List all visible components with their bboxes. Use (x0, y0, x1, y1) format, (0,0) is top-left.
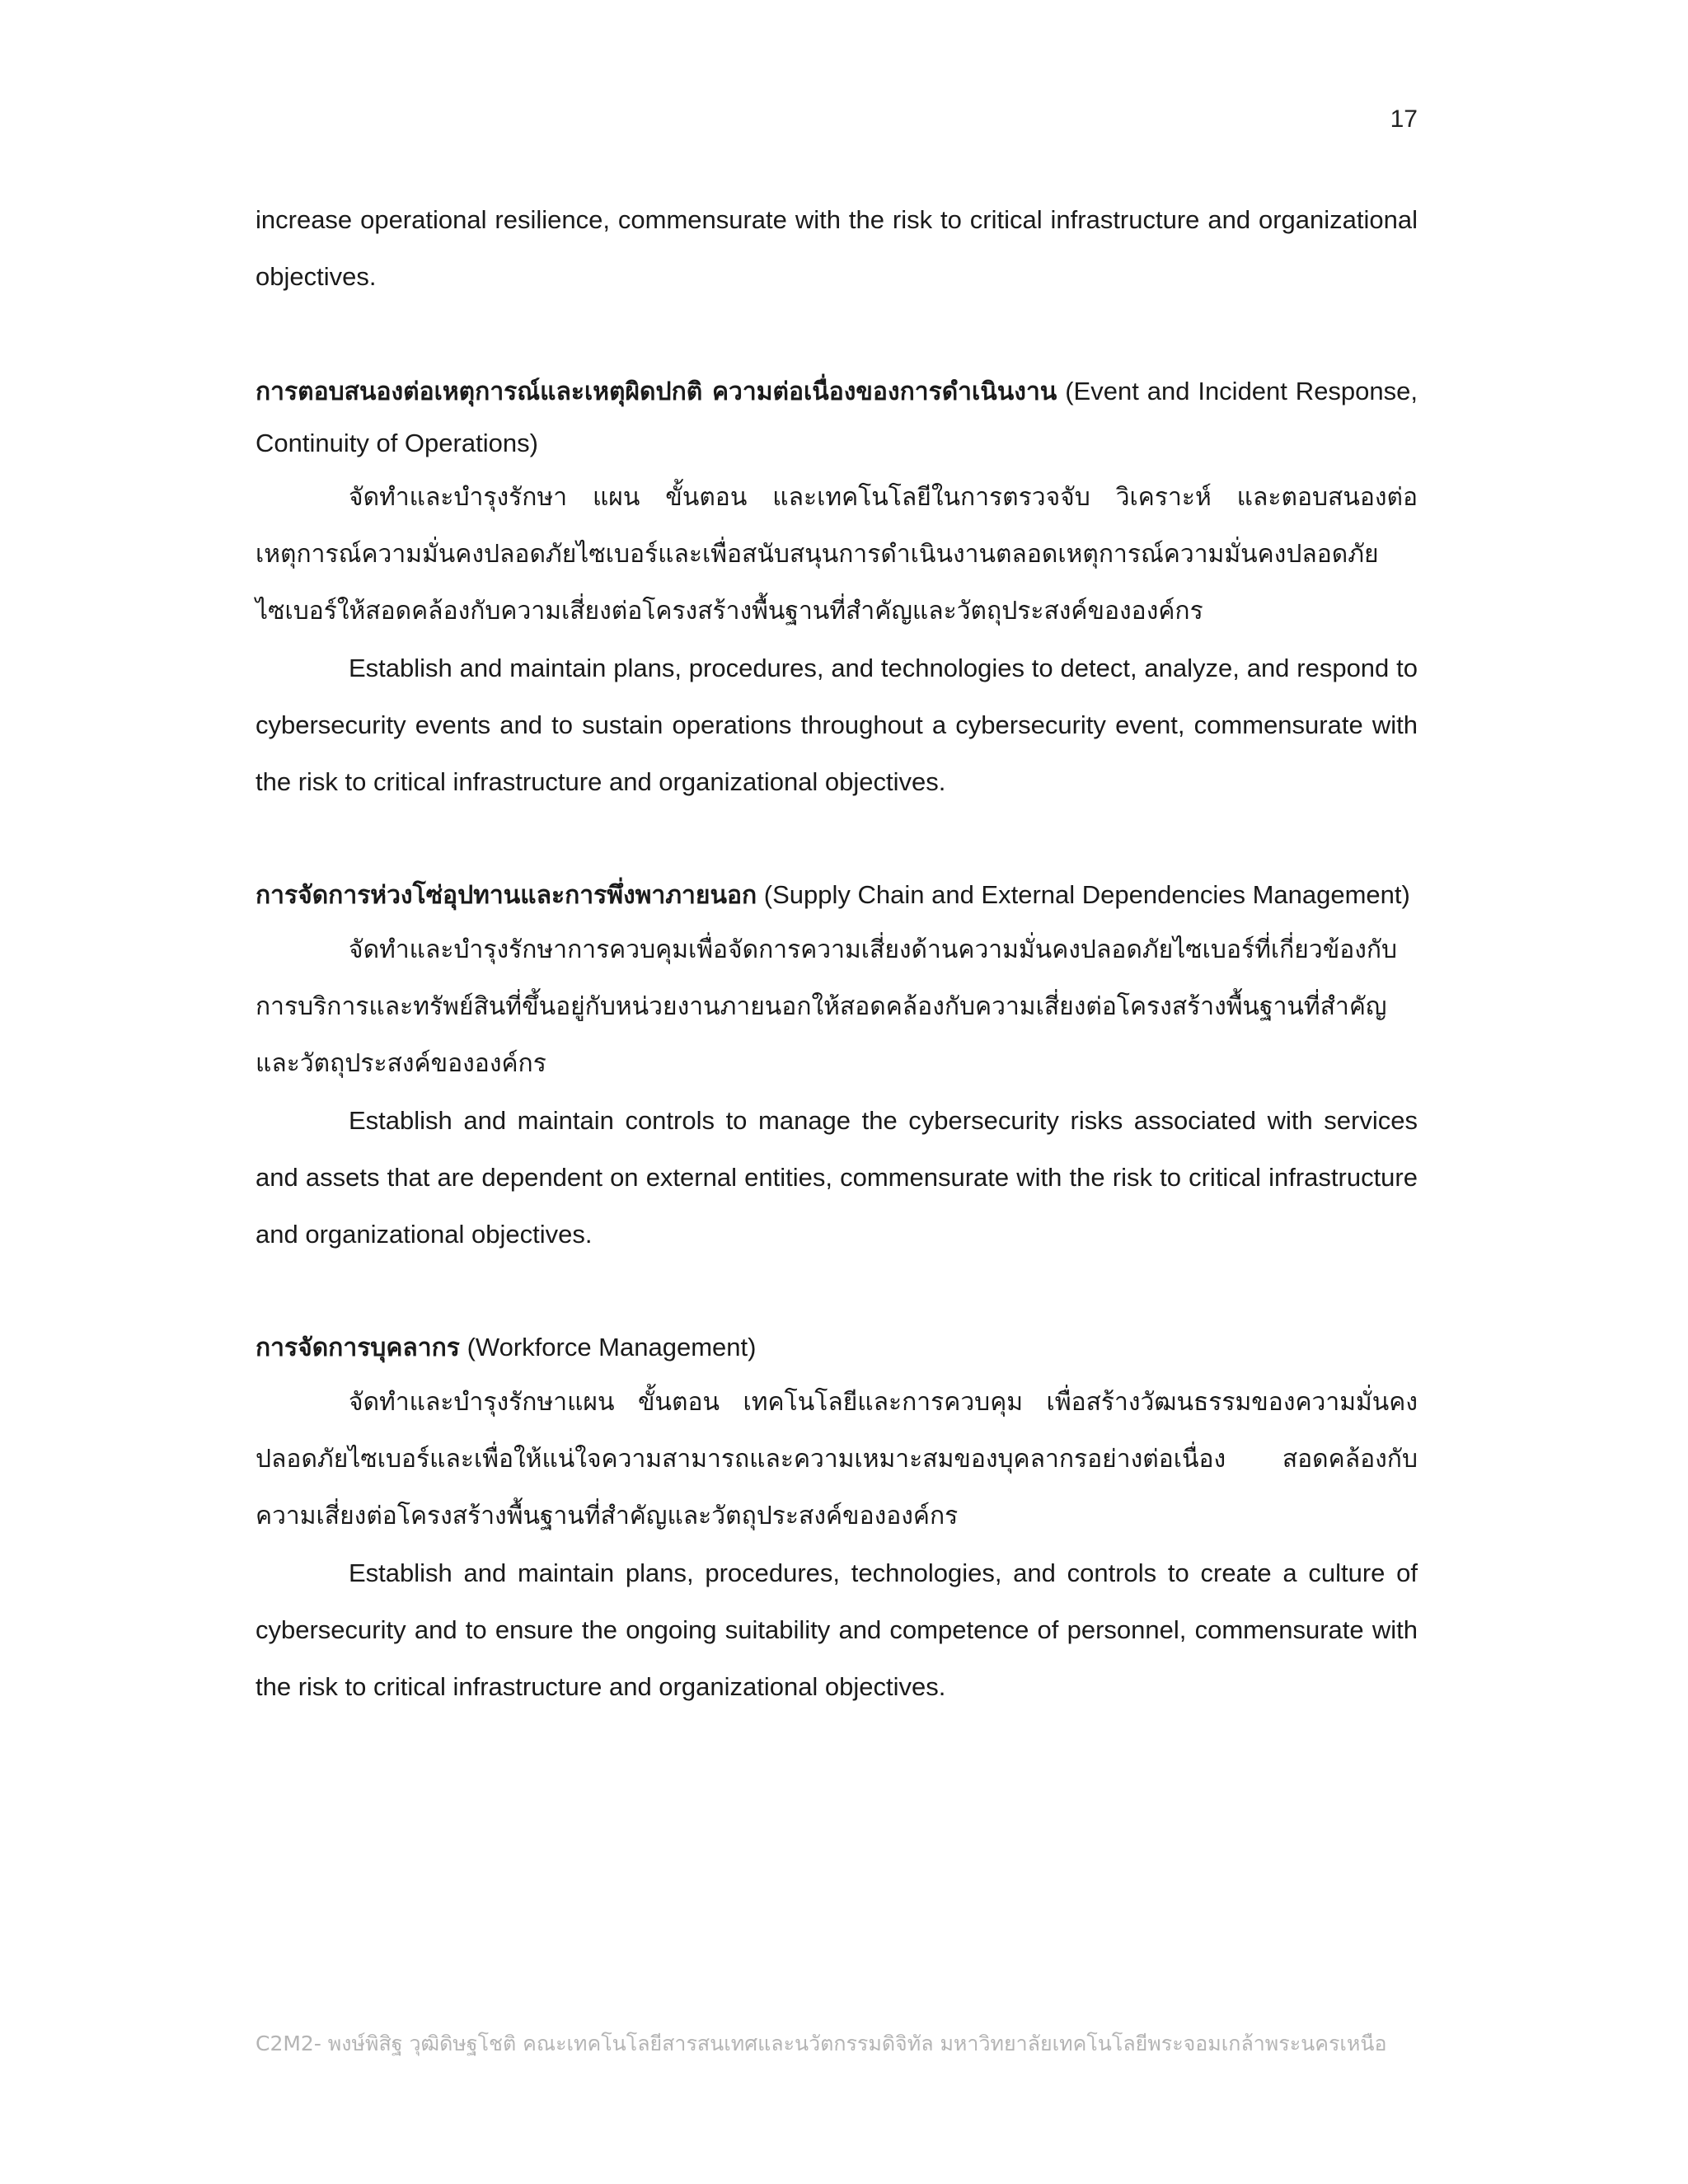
section-heading-thai: การตอบสนองต่อเหตุการณ์และเหตุผิดปกติ ความต่อเนื่องของการดำเนินงาน (256, 377, 1057, 406)
section-body-thai: จัดทำและบำรุงรักษา แผน ขั้นตอน และเทคโนโลยีในการตรวจจับ วิเคราะห์ และตอบสนองต่อเหตุการณ์ความมั่นคงปลอดภัยไซเบอร์และเพื่อสนับสนุนการดำเนินงานตลอดเหตุการณ์ความมั่นคงปลอดภัยไซเบอร์ให้สอดคล้องกับความเสี่ยงต่อโครงสร้างพื้นฐานที่สำคัญและวัตถุประสงค์ขององค์กร (256, 483, 1418, 626)
section-body-thai: จัดทำและบำรุงรักษาการควบคุมเพื่อจัดการความเสี่ยงด้านความมั่นคงปลอดภัยไซเบอร์ที่เกี่ยวข้องกับการบริการและทรัพย์สินที่ขึ้นอยู่กับหน่วยงานภายนอกให้สอดคล้องกับความเสี่ยงต่อโครงสร้างพื้นฐานที่สำคัญและวัตถุประสงค์ขององค์กร (256, 935, 1398, 1078)
section-heading-thai: การจัดการห่วงโซ่อุปทานและการพึ่งพาภายนอก (256, 881, 757, 910)
section-body-english: Establish and maintain plans, procedures, and technologies to detect, analyze, and respond to cybersecurity events and to sustain operations throughout a cybersecurity event, commensurate with the risk to critical infrastructure and organizational objectives. (256, 654, 1418, 796)
section-heading (256, 366, 1418, 469)
section-heading-english: (Supply Chain and External Dependencies Management) (763, 880, 1410, 909)
page-number: 17 (1390, 105, 1418, 133)
section-body-english: Establish and maintain plans, procedures, technologies, and controls to create a culture of cybersecurity and to ensure the ongoing suitability and competence of personnel, commensurate with the risk to critical infrastructure and organizational objectives. (256, 1558, 1418, 1701)
page-footer: C2M2- พงษ์พิสิฐ วุฒิดิษฐโชติ คณะเทคโนโลยีสารสนเทศและนวัตกรรมดิจิทัล มหาวิทยาลัยเทคโนโลยีพระจอมเกล้าพระนครเหนือ (256, 2032, 1387, 2055)
section-supply-chain (256, 869, 1418, 1263)
section-body-english: Establish and maintain controls to manage the cybersecurity risks associated with services and assets that are dependent on external entities, commensurate with the risk to critical infrastructure and organizational objectives. (256, 1106, 1418, 1249)
section-heading-thai: การจัดการบุคลากร (256, 1333, 460, 1362)
section-workforce-management (256, 1322, 1418, 1715)
section-heading (256, 869, 1418, 921)
section-heading-english: (Workforce Management) (467, 1333, 757, 1361)
section-heading (256, 1322, 1418, 1374)
section-heading-english: (Event and Incident Response, Continuity of Operations) (256, 377, 1418, 457)
section-event-incident-response (256, 366, 1418, 810)
section-body-thai: จัดทำและบำรุงรักษาแผน ขั้นตอน เทคโนโลยีและการควบคุม เพื่อสร้างวัฒนธรรมของความมั่นคงปลอดภัยไซเบอร์และเพื่อให้แน่ใจความสามารถและความเหมาะสมของบุคลากรอย่างต่อเนื่อง สอดคล้องกับความเสี่ยงต่อโครงสร้างพื้นฐานที่สำคัญและวัตถุประสงค์ขององค์กร (256, 1388, 1418, 1530)
document-body (256, 191, 1418, 1715)
intro-paragraph: increase operational resilience, commensurate with the risk to critical infrastructure and organizational objectives. (256, 205, 1418, 291)
